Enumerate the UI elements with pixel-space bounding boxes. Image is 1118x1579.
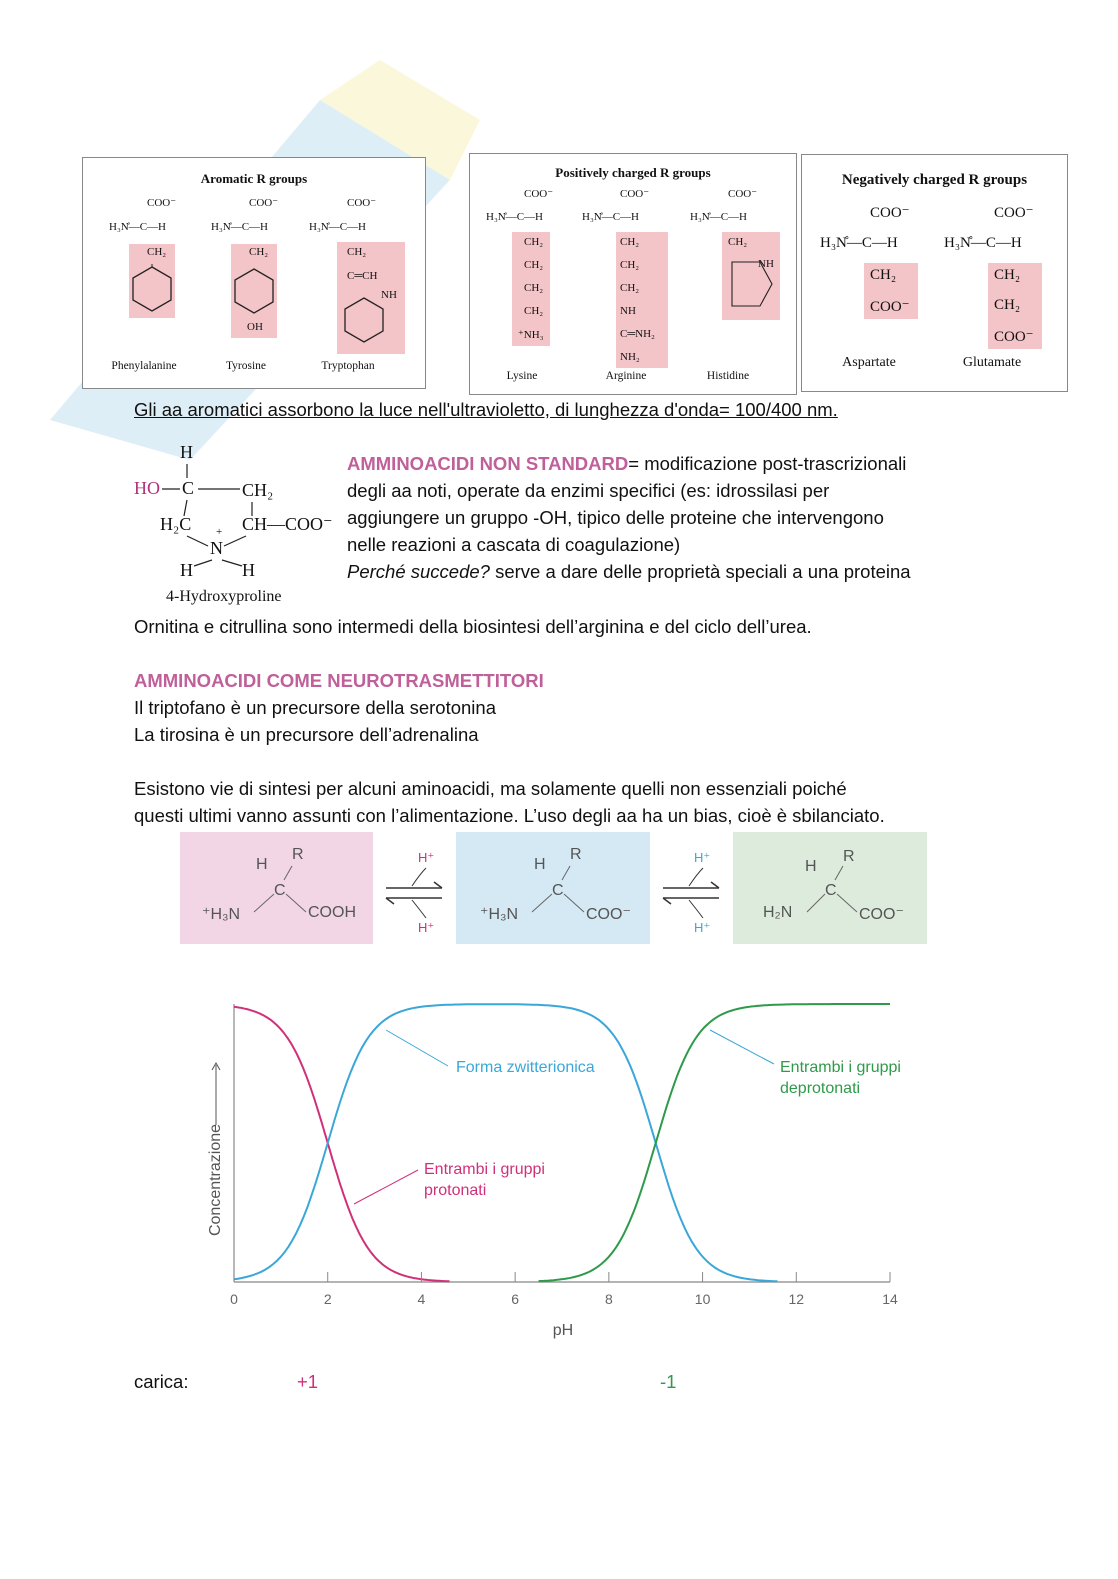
carica-label: carica: bbox=[134, 1371, 189, 1392]
x-tick-label: 14 bbox=[882, 1291, 898, 1307]
hydroxyproline-structure: H HO C CH₂ H₂C CH—COO⁻ N + H H 4-Hydroxyproline bbox=[134, 442, 333, 605]
panel-title: Aromatic R groups bbox=[200, 171, 308, 186]
aromatic-r-groups-panel: Aromatic R groups COO⁻ H₃N̊—C—H CH₂ COO⁻ H₃N̊—C—H CH₂ OH COO⁻ H₃N̊—C—H CH₂ C═CH NH Phenylalanine Tyrosine Tryptophan bbox=[82, 157, 426, 389]
charge-minus: -1 bbox=[660, 1371, 677, 1392]
form-anionic: H R C H₂N COO⁻ bbox=[733, 832, 927, 944]
annotation-zwitterion: Forma zwitterionica bbox=[456, 1059, 595, 1076]
form-zwitterion: H R C ⁺H₃N COO⁻ bbox=[456, 832, 650, 944]
positive-r-groups-panel: Positively charged R groups COO⁻ H₃N̊—C—H CH₂ CH₂ CH₂ CH₂ ⁺NH₃ COO⁻ H₃N̊—C—H CH₂ CH₂ CH₂ NH C═NH₂ NH₂ COO⁻ H₃N̊—C—H CH₂ NH Lysine Arginine Histidine bbox=[469, 153, 797, 395]
ornitina-line: Ornitina e citrullina sono intermedi della biosintesi dell’arginina e del ciclo dell’urea. bbox=[134, 616, 812, 637]
benzene-ring-icon bbox=[129, 264, 175, 314]
hplus-label: H⁺ bbox=[418, 850, 435, 865]
equilibrium-arrow-icon bbox=[661, 866, 721, 922]
x-tick-label: 0 bbox=[230, 1291, 238, 1307]
form-cationic: H R C ⁺H₃N COOH bbox=[180, 832, 373, 944]
phenol-ring-icon bbox=[231, 266, 277, 316]
equilibrium-arrow-icon bbox=[384, 866, 444, 922]
x-tick-label: 8 bbox=[604, 1291, 613, 1307]
neuro-heading: AMMINOACIDI COME NEUROTRASMETTITORI bbox=[134, 670, 544, 691]
aromatic-note: Gli aa aromatici assorbono la luce nell'ultravioletto, di lunghezza d'onda= 100/400 nm. bbox=[134, 399, 838, 420]
series-line bbox=[234, 1004, 778, 1281]
y-axis-label: Concentrazione bbox=[207, 1123, 224, 1237]
x-tick-label: 6 bbox=[511, 1291, 520, 1307]
x-tick-label: 10 bbox=[694, 1291, 711, 1307]
annotation-protonated: protonati bbox=[424, 1182, 487, 1199]
x-tick-label: 4 bbox=[417, 1291, 426, 1307]
annotation-protonated: Entrambi i gruppi bbox=[424, 1161, 545, 1178]
hplus-label: H⁺ bbox=[418, 920, 435, 935]
x-tick-label: 2 bbox=[323, 1291, 332, 1307]
annotation-deprotonated: deprotonati bbox=[780, 1080, 861, 1097]
hplus-label: H⁺ bbox=[694, 920, 711, 935]
hplus-label: H⁺ bbox=[694, 850, 711, 865]
charge-plus: +1 bbox=[297, 1371, 319, 1392]
series-line bbox=[539, 1004, 890, 1281]
annotation-deprotonated: Entrambi i gruppi bbox=[780, 1059, 901, 1076]
negative-r-groups-panel: Negatively charged R groups COO⁻ H₃N̊—C—H CH₂ COO⁻ COO⁻ H₃N̊—C—H CH₂ CH₂ COO⁻ Aspartate Glutamate bbox=[801, 154, 1068, 392]
titration-chart bbox=[190, 990, 950, 1350]
nonstandard-paragraph: AMMINOACIDI NON STANDARD= modificazione post-trascrizionali degli aa noti, operate da enzimi specifici (es: idrossilasi per aggiungere un gruppo -OH, tipico delle proteine che intervengono nelle reazioni a cascata di coagulazione) Perché succede? serve a dare delle proprietà speciali a una proteina bbox=[347, 453, 911, 582]
x-axis-label: pH bbox=[552, 1322, 574, 1339]
indole-ring-icon bbox=[339, 288, 389, 350]
x-tick-label: 12 bbox=[788, 1291, 805, 1307]
section-heading: AMMINOACIDI NON STANDARD bbox=[347, 453, 629, 474]
